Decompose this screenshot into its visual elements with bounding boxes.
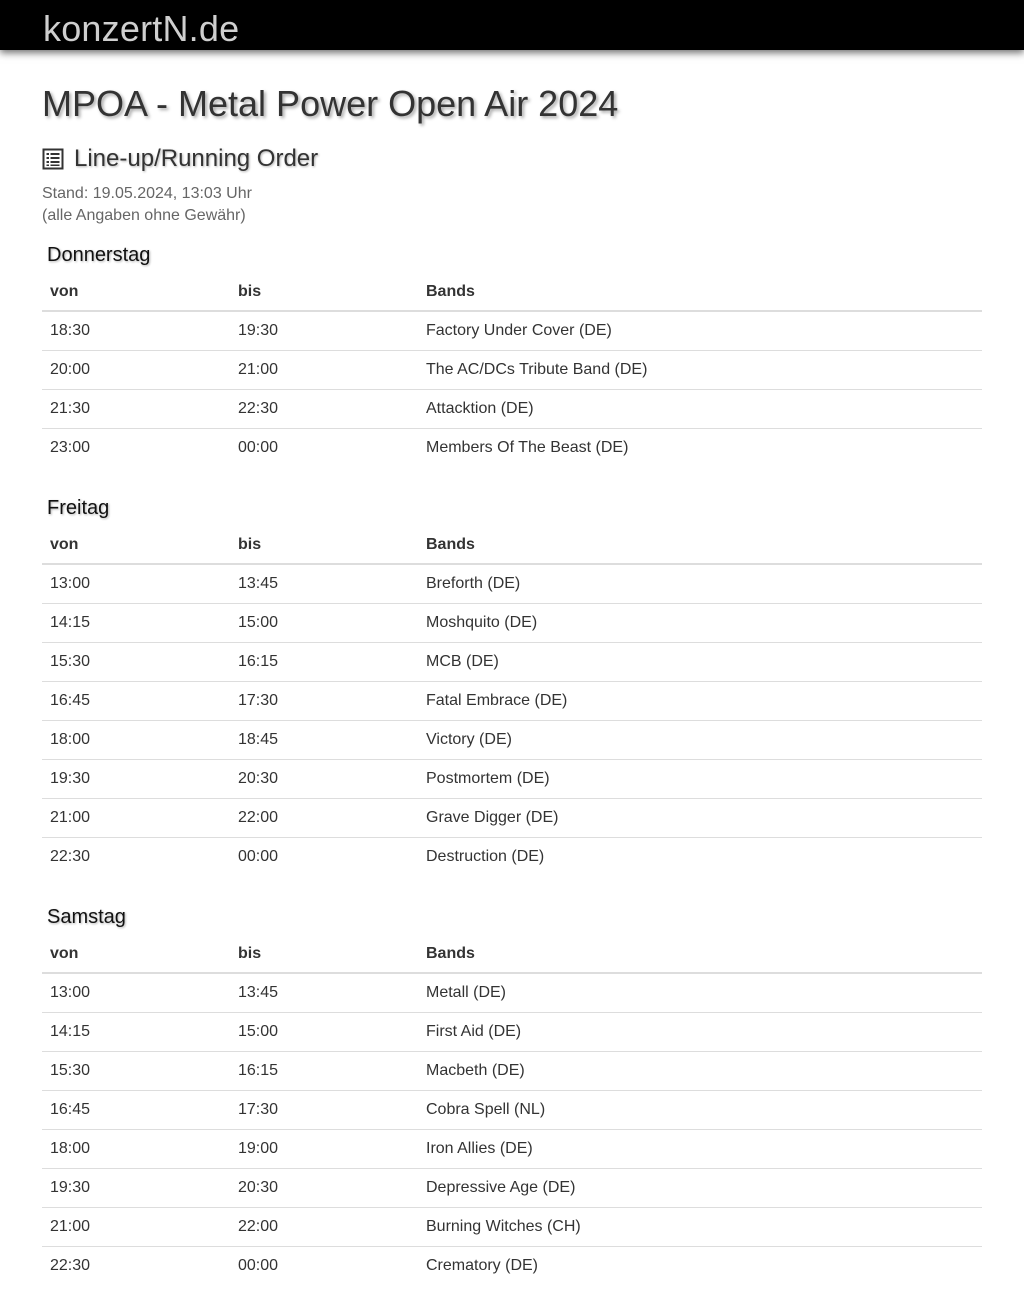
- schedule-table-freitag: [42, 526, 982, 876]
- cell-von: 14:15: [42, 604, 230, 643]
- column-header-von: von: [42, 935, 230, 973]
- column-header-bis: bis: [230, 273, 418, 311]
- day-title-freitag: Freitag: [47, 497, 110, 519]
- cell-bis: 13:45: [238, 984, 279, 1001]
- cell-von: 19:30: [42, 760, 230, 799]
- table-row: [42, 1130, 982, 1169]
- cell-von: 18:00: [42, 721, 230, 760]
- table-row: [42, 1013, 982, 1052]
- table-row: [42, 311, 982, 351]
- cell-von: 18:00: [42, 1130, 230, 1169]
- cell-bis: 21:00: [230, 351, 418, 390]
- cell-band: Metall (DE): [426, 984, 507, 1001]
- table-row: [42, 604, 982, 643]
- table-row: [42, 351, 982, 390]
- table-row: [42, 1208, 982, 1247]
- table-row: [42, 682, 982, 721]
- table-header-row: [42, 526, 982, 564]
- disclaimer-text: (alle Angaben ohne Gewähr): [42, 207, 246, 224]
- table-row: [42, 1247, 982, 1286]
- table-header-row: [42, 273, 982, 311]
- list-icon: [42, 148, 64, 170]
- table-row: [42, 390, 982, 429]
- cell-bis: 22:00: [230, 1208, 418, 1247]
- cell-band: Depressive Age (DE): [418, 1169, 982, 1208]
- cell-band: Breforth (DE): [426, 575, 521, 592]
- cell-bis: 18:45: [230, 721, 418, 760]
- cell-band: MCB (DE): [418, 643, 982, 682]
- cell-band: Burning Witches (CH): [418, 1208, 982, 1247]
- cell-band: Macbeth (DE): [418, 1052, 982, 1091]
- brand-logo-link[interactable]: konzertN.de: [43, 8, 240, 49]
- table-row: [42, 799, 982, 838]
- top-navbar: [0, 0, 1024, 50]
- cell-von: 21:00: [42, 1208, 230, 1247]
- cell-bis: 17:30: [230, 1091, 418, 1130]
- cell-von: 19:30: [42, 1169, 230, 1208]
- table-row: [42, 643, 982, 682]
- day-title-donnerstag: Donnerstag: [47, 244, 151, 266]
- cell-band: Moshquito (DE): [418, 604, 982, 643]
- cell-band: Fatal Embrace (DE): [418, 682, 982, 721]
- section-header: [42, 144, 318, 174]
- column-header-bands: Bands: [418, 273, 982, 311]
- cell-band: Attacktion (DE): [418, 390, 982, 429]
- table-row: [42, 973, 982, 1013]
- table-row: [42, 1091, 982, 1130]
- table-row: [42, 1169, 982, 1208]
- cell-band: Iron Allies (DE): [418, 1130, 982, 1169]
- cell-band: Destruction (DE): [418, 838, 982, 877]
- table-row: [42, 564, 982, 604]
- schedule-table-samstag: [42, 935, 982, 1285]
- cell-bis: 22:30: [230, 390, 418, 429]
- cell-bis: 22:00: [230, 799, 418, 838]
- column-header-bands: Bands: [418, 526, 982, 564]
- cell-von: 21:30: [42, 390, 230, 429]
- column-header-bands: Bands: [418, 935, 982, 973]
- cell-von: 13:00: [50, 984, 91, 1001]
- cell-von: 16:45: [42, 1091, 230, 1130]
- cell-von: 23:00: [42, 429, 230, 468]
- table-header-row: [42, 935, 982, 973]
- day-title-samstag: Samstag: [47, 906, 126, 928]
- table-row: [42, 838, 982, 877]
- cell-band: Grave Digger (DE): [418, 799, 982, 838]
- cell-von: 16:45: [42, 682, 230, 721]
- column-header-von: von: [42, 273, 230, 311]
- schedule-table-donnerstag: [42, 273, 982, 467]
- cell-bis: 00:00: [230, 1247, 418, 1286]
- cell-von: 14:15: [42, 1013, 230, 1052]
- page-title: MPOA - Metal Power Open Air 2024: [42, 83, 619, 124]
- column-header-bis: bis: [230, 526, 418, 564]
- table-row: [42, 429, 982, 468]
- cell-von: 15:30: [42, 643, 230, 682]
- cell-band: The AC/DCs Tribute Band (DE): [418, 351, 982, 390]
- cell-von: 22:30: [42, 838, 230, 877]
- table-row: [42, 760, 982, 799]
- cell-bis: 16:15: [230, 1052, 418, 1091]
- cell-bis: 20:30: [230, 760, 418, 799]
- table-row: [42, 721, 982, 760]
- column-header-von: von: [42, 526, 230, 564]
- column-header-bis: bis: [230, 935, 418, 973]
- cell-band: Cobra Spell (NL): [418, 1091, 982, 1130]
- cell-von: 20:00: [42, 351, 230, 390]
- cell-bis: 15:00: [230, 604, 418, 643]
- cell-bis: 20:30: [230, 1169, 418, 1208]
- cell-bis: 17:30: [230, 682, 418, 721]
- cell-band: Members Of The Beast (DE): [418, 429, 982, 468]
- cell-bis: 16:15: [230, 643, 418, 682]
- cell-bis: 00:00: [230, 838, 418, 877]
- table-row: [42, 1052, 982, 1091]
- cell-von: 18:30: [50, 322, 91, 339]
- section-title: Line-up/Running Order: [74, 145, 319, 172]
- cell-von: 15:30: [42, 1052, 230, 1091]
- cell-von: 21:00: [42, 799, 230, 838]
- cell-bis: 13:45: [238, 575, 279, 592]
- cell-bis: 19:30: [238, 322, 279, 339]
- last-updated-text: Stand: 19.05.2024, 13:03 Uhr: [42, 185, 252, 202]
- cell-band: Crematory (DE): [418, 1247, 982, 1286]
- cell-von: 22:30: [42, 1247, 230, 1286]
- cell-band: Factory Under Cover (DE): [426, 322, 612, 339]
- cell-von: 13:00: [50, 575, 91, 592]
- cell-band: Victory (DE): [418, 721, 982, 760]
- cell-band: Postmortem (DE): [418, 760, 982, 799]
- cell-bis: 00:00: [230, 429, 418, 468]
- cell-band: First Aid (DE): [418, 1013, 982, 1052]
- cell-bis: 19:00: [230, 1130, 418, 1169]
- cell-bis: 15:00: [230, 1013, 418, 1052]
